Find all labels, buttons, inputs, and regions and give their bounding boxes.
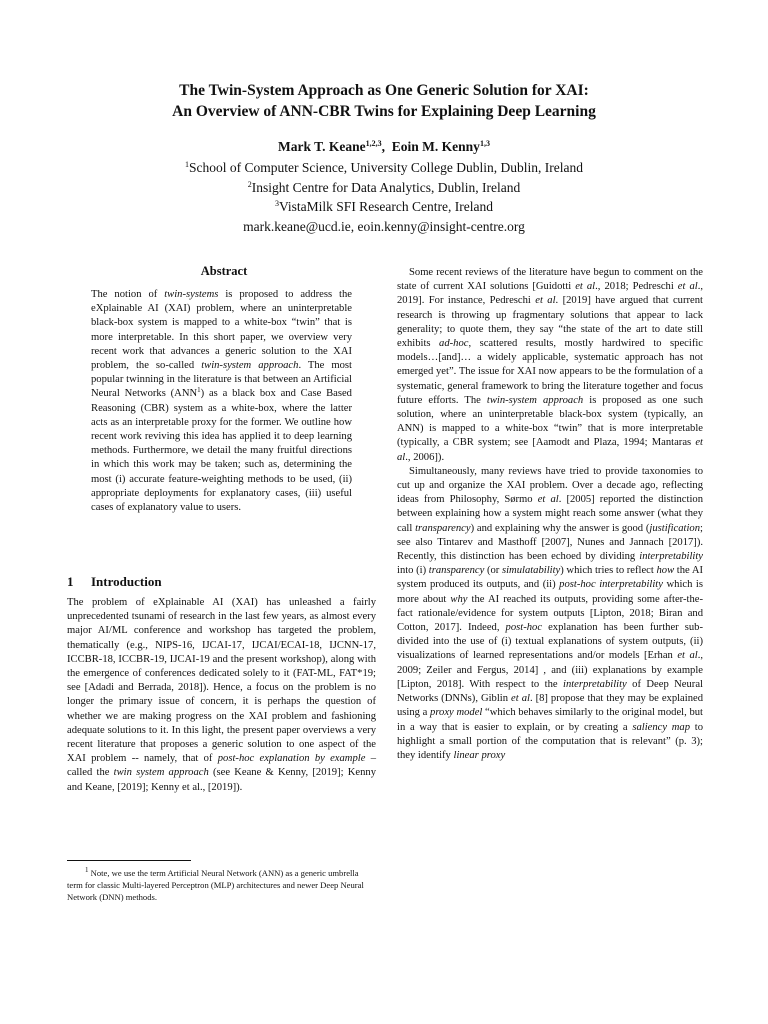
footnote-marker: 1 bbox=[85, 866, 89, 874]
right-paragraph-1: Some recent reviews of the literature have begun to comment on the state of current XAI solutions [Guidotti et al., 2018; Pedreschi et al., 2019]. For instance, Pedreschi et al. [2019] have argued that current research is throwing up fragmentary solutions that appear to lack generality; to quote them, they say “the state of the art to date still exhibits ad-hoc, scattered results, mostly hardwired to specific models…[and]… a widely applicable, systematic approach has not emerged yet”. The issue for XAI now appears to be the formulation of a systematic, general framework to bring the literature together and focus future efforts. The twin-system approach is proposed as one such solution, where an uninterpretable black-box system (typically, an ANN) is mapped to a white-box “twin” that is more interpretable (typically, a CBR system; see [Aamodt and Plaza, 1994; Mantaras et al., 2006]). bbox=[397, 267, 703, 463]
title-line-2: An Overview of ANN-CBR Twins for Explaining Deep Learning bbox=[172, 103, 596, 120]
affiliation-line: $^1$School of Computer Science, University College Dublin, Dublin, Ireland bbox=[184, 160, 584, 175]
title-line-1: The Twin-System Approach as One Generic Solution for XAI: bbox=[179, 82, 589, 99]
intro-paragraph: The problem of eXplainable AI (XAI) has unleashed a fairly unprecedented tsunami of research in the last few years, as almost every major AI/ML conference and workshop has targeted the problem, thematically (e.g., NIPS-16, IJCAI-17, IJCAI/ECAI-18, IJCNN-17, ICCBR-18, ICCBR-19, IJCAI-19 and the present workshop), along with the emergence of conferences dedicated solely to it (FAT-ML, FAT*19; see [Adadi and Berrada, 2018]). Hence, a focus on the problem is no longer the primary issue of concern, it is perhaps the question of whether we are making progress on the XAI problem and fashioning adequate solutions to it. In this light, the present paper overviews a very recent literature that proposes a generic solution to one aspect of the XAI problem -- namely, that of post-hoc explanation by example – called the twin system approach (see Keane & Kenny, [2019]; Kenny and Keane, [2019]; Kenny et al., [2019]). bbox=[67, 597, 376, 793]
abstract-body bbox=[91, 288, 352, 515]
footnote-text: $^1$ Note, we use the term Artificial Neural Network (ANN) as a generic umbrella term for classic Multi-layered Perceptron (MLP) architectures and newer Deep Neural Network (DNN) methods. bbox=[67, 866, 364, 902]
footnote-marker: 1 bbox=[197, 386, 201, 395]
section-heading-introduction bbox=[67, 574, 162, 590]
affiliation-line: $^3$VistaMilk SFI Research Centre, Ireland bbox=[274, 199, 493, 214]
affiliation-line: $^2$Insight Centre for Data Analytics, Dublin, Ireland bbox=[247, 179, 521, 195]
author-name: Eoin M. Kenny bbox=[391, 139, 480, 154]
introduction-body bbox=[67, 596, 376, 795]
right-paragraph-2: Simultaneously, many reviews have tried to provide taxonomies to cut up and organize the XAI problem. Over a decade ago, reflecting ideas from Philosophy, Sørmo et al. [2005] reported the distinction between explaining how a system might reach some answer (what they call transparency) and explaining why the answer is good (justification; see also Tintarev and Masthoff [2007], Nunes and Jannach [2017]). Recently, this distinction has been echoed by dividing interpretability into (i) transparency (or simulatability) which tries to reflect how the AI system produced its outputs, and (ii) post-hoc interpretability which is more about why the AI reached its outputs, providing some after-the-fact rationale/evidence for system outputs [Lipton, 2018; Biran and Cotton, 2017]. Indeed, post-hoc explanation has been further sub-divided into the use of (i) textual explanations of system outputs, (ii) visualizations of learned representations and/or models [Erhan et al., 2009; Zeiler and Fergus, 2014] , and (iii) explanations by example [Lipton, 2018]. With respect to the interpretability of Deep Neural Networks (DNNs), Giblin et al. [8] propose that they may be explained using a proxy model “which behaves similarly to the original model, but in a way that is easier to explain, or by creating a saliency map to highlight a small portion of the computation that is relevant” (p. 3); they identify linear proxy bbox=[397, 465, 704, 761]
author-emails: mark.keane@ucd.ie, eoin.kenny@insight-centre.org bbox=[243, 218, 525, 234]
author-name: Mark T. Keane bbox=[278, 139, 366, 154]
affiliations bbox=[60, 158, 708, 236]
abstract-heading: Abstract bbox=[200, 264, 248, 278]
right-column-body bbox=[397, 266, 703, 763]
section-title: Introduction bbox=[91, 574, 162, 589]
abstract-paragraph: The notion of twin-systems is proposed to address the eXplainable AI (XAI) problem, where an uninterpretable black-box system is mapped to a white-box “twin” that is more interpretable. In this short paper, we overview very recent work that advances a generic solution to the XAI problem, the so-called twin-system approach. The most popular twinning in the literature is that between an Artificial Neural Networks (ANN$^1$) as a black box and Case Based Reasoning (CBR) system as a white-box, where the latter acts as an interpretable proxy for the former. We outline how recent work reviving this idea has applied it to deep learning methods. Furthermore, we detail the many fruitful directions in which this work may be taken; such as, determining the most (i) accurate feature-weighting methods to be used, (ii) appropriate deployments for explanatory cases, (iii) useful cases of explanatory value to users. bbox=[91, 289, 352, 514]
footnote bbox=[67, 867, 376, 903]
author-affiliation-marker: 1,3 bbox=[479, 139, 490, 148]
author-list bbox=[60, 138, 708, 156]
paper-title bbox=[60, 80, 708, 122]
author-separator: , bbox=[381, 139, 392, 154]
section-number: 1 bbox=[67, 574, 74, 589]
author-affiliation-marker: 1,2,3 bbox=[365, 139, 382, 148]
footnote-divider bbox=[67, 860, 191, 861]
